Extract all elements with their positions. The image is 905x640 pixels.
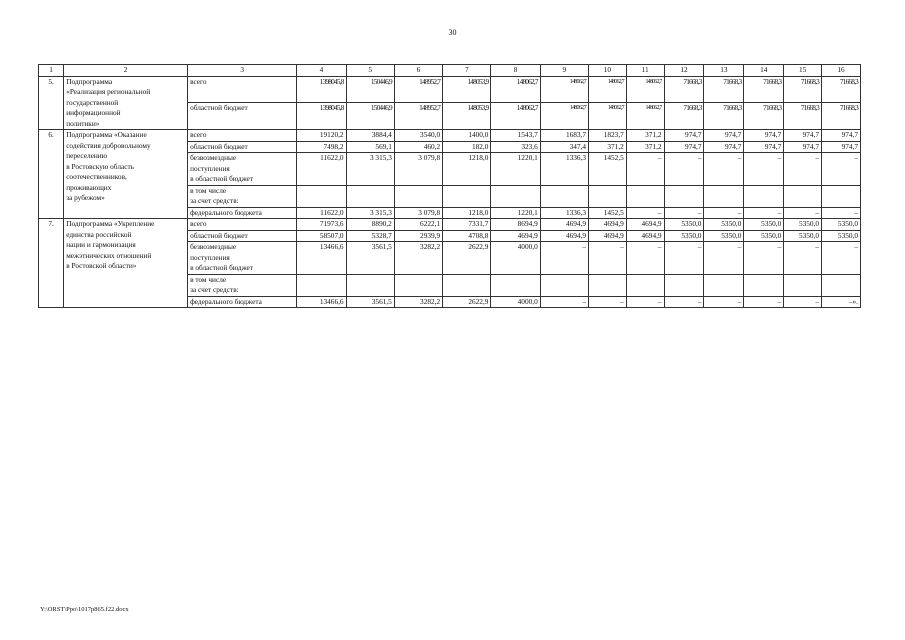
value-cell: 4000,0 <box>491 242 540 275</box>
file-path-footer: Y:\ORST\Ppo\1017p865.f22.docx <box>40 606 129 613</box>
value-cell <box>784 274 822 296</box>
value-cell <box>394 185 442 207</box>
header-cell: 2 <box>64 65 188 77</box>
value-cell: 974,7 <box>822 130 861 142</box>
value-cell: – <box>704 242 744 275</box>
value-cell: 3561,5 <box>346 296 394 308</box>
value-cell: 4708,8 <box>443 230 491 242</box>
value-cell: 5350,0 <box>704 219 744 231</box>
value-cell: 13466,6 <box>297 296 346 308</box>
value-cell <box>589 185 627 207</box>
value-cell <box>626 185 664 207</box>
value-cell: – <box>626 207 664 219</box>
value-cell: 4694,9 <box>491 230 540 242</box>
section-number: 6. <box>39 130 64 219</box>
value-cell: – <box>704 207 744 219</box>
funding-source-label <box>188 185 297 207</box>
page-number: 30 <box>448 28 457 37</box>
funding-source-label-line: поступления <box>190 163 230 173</box>
value-cell: 148062,7 <box>491 76 540 103</box>
value-cell: 1543,7 <box>491 130 540 142</box>
subprogram-name-line: нации и гармонизация <box>66 240 136 249</box>
value-cell <box>704 185 744 207</box>
value-cell: – <box>784 153 822 186</box>
value-cell: 2939,9 <box>394 230 442 242</box>
header-cell: 3 <box>188 65 297 77</box>
value-cell: – <box>540 242 588 275</box>
value-cell: 71668,3 <box>664 76 704 103</box>
subprogram-name-line: Подпрограмма «Укрепление <box>66 219 155 228</box>
value-cell: – <box>822 242 861 275</box>
value-cell: – <box>744 242 784 275</box>
value-cell: 5350,0 <box>664 230 704 242</box>
value-cell <box>822 274 861 296</box>
value-cell <box>744 274 784 296</box>
value-cell: 71668,3 <box>822 103 861 130</box>
value-cell: 1398045,8 <box>297 103 346 130</box>
value-cell: 5350,0 <box>822 219 861 231</box>
subprogram-name <box>64 76 188 130</box>
value-cell <box>443 274 491 296</box>
value-cell: 5350,0 <box>822 230 861 242</box>
value-cell: 182,0 <box>443 141 491 153</box>
value-cell: – <box>744 153 784 186</box>
funding-source-label: федерального бюджета <box>188 296 297 308</box>
value-cell: 4694,9 <box>626 230 664 242</box>
value-cell: 974,7 <box>822 141 861 153</box>
value-cell: 3 315,3 <box>346 153 394 186</box>
value-cell <box>784 185 822 207</box>
value-cell: 148062,7 <box>626 103 664 130</box>
value-cell: 148062,7 <box>589 76 627 103</box>
value-cell: 3 079,8 <box>394 153 442 186</box>
subprogram-name-line: проживающих <box>66 182 112 192</box>
value-cell: 11622,0 <box>297 207 346 219</box>
subprogram-name-line: межэтнических отношений <box>66 250 152 260</box>
value-cell: – <box>589 242 627 275</box>
subprogram-name <box>64 219 188 308</box>
value-cell: 3 315,3 <box>346 207 394 219</box>
value-cell: 974,7 <box>664 141 704 153</box>
value-cell: 569,1 <box>346 141 394 153</box>
value-cell: 974,7 <box>664 130 704 142</box>
value-cell <box>346 274 394 296</box>
value-cell: 974,7 <box>784 130 822 142</box>
value-cell: 5350,0 <box>784 219 822 231</box>
value-cell: 2622,9 <box>443 296 491 308</box>
value-cell: 19120,2 <box>297 130 346 142</box>
value-cell: 150446,9 <box>346 76 394 103</box>
funding-source-label-line: за счет средств: <box>190 196 239 205</box>
header-cell: 5 <box>346 65 394 77</box>
header-cell: 16 <box>822 65 861 77</box>
value-cell: 1336,3 <box>540 153 588 186</box>
value-cell: 71668,3 <box>744 103 784 130</box>
value-cell: 148053,9 <box>443 76 491 103</box>
value-cell <box>491 274 540 296</box>
value-cell: 1218,0 <box>443 153 491 186</box>
value-cell: 2622,9 <box>443 242 491 275</box>
table-row <box>39 76 861 103</box>
value-cell: 1336,3 <box>540 207 588 219</box>
section-number: 5. <box>39 76 64 130</box>
value-cell: – <box>704 153 744 186</box>
header-cell: 11 <box>626 65 664 77</box>
budget-table-body <box>39 65 861 308</box>
table-row <box>39 130 861 142</box>
funding-source-label: федерального бюджета <box>188 207 297 219</box>
value-cell <box>394 274 442 296</box>
value-cell: – <box>626 242 664 275</box>
funding-source-label: всего <box>188 76 297 103</box>
value-cell <box>443 185 491 207</box>
subprogram-name-line: в Ростовской области» <box>66 261 137 270</box>
value-cell: – <box>704 296 744 308</box>
value-cell: 4000,0 <box>491 296 540 308</box>
value-cell: – <box>664 242 704 275</box>
value-cell: 71668,3 <box>784 76 822 103</box>
value-cell: 974,7 <box>704 130 744 142</box>
value-cell: 5350,0 <box>704 230 744 242</box>
value-cell: 4694,9 <box>540 219 588 231</box>
funding-source-label: областной бюджет <box>188 141 297 153</box>
value-cell: – <box>744 296 784 308</box>
value-cell: 8694,9 <box>491 219 540 231</box>
header-cell: 7 <box>443 65 491 77</box>
header-cell: 13 <box>704 65 744 77</box>
value-cell: – <box>784 242 822 275</box>
value-cell: 150446,9 <box>346 103 394 130</box>
value-cell <box>297 274 346 296</box>
value-cell: 148952,7 <box>394 103 442 130</box>
funding-source-label: всего <box>188 130 297 142</box>
funding-source-label-line: безвозмездные <box>190 242 237 251</box>
funding-source-label: всего <box>188 219 297 231</box>
value-cell <box>540 185 588 207</box>
value-cell: 323,6 <box>491 141 540 153</box>
value-cell: 3884,4 <box>346 130 394 142</box>
value-cell: – <box>744 207 784 219</box>
value-cell: 71668,3 <box>784 103 822 130</box>
funding-source-label: областной бюджет <box>188 230 297 242</box>
value-cell: 1683,7 <box>540 130 588 142</box>
value-cell: – <box>784 207 822 219</box>
value-cell: –». <box>822 296 861 308</box>
value-cell: 5350,0 <box>744 230 784 242</box>
value-cell <box>664 274 704 296</box>
value-cell: 1452,5 <box>589 153 627 186</box>
value-cell: 5350,0 <box>664 219 704 231</box>
funding-source-label-line: безвозмездные <box>190 153 237 162</box>
subprogram-name-line: политики» <box>66 118 100 128</box>
value-cell: – <box>626 296 664 308</box>
funding-source-label <box>188 153 297 186</box>
section-number: 7. <box>39 219 64 308</box>
value-cell <box>704 274 744 296</box>
header-cell: 8 <box>491 65 540 77</box>
header-cell: 1 <box>39 65 64 77</box>
value-cell <box>589 274 627 296</box>
value-cell: – <box>626 153 664 186</box>
value-cell: 58507,0 <box>297 230 346 242</box>
value-cell: 4694,9 <box>589 219 627 231</box>
funding-source-label-line: в областной бюджет <box>190 263 253 272</box>
value-cell: 148952,7 <box>394 76 442 103</box>
value-cell: 1218,0 <box>443 207 491 219</box>
value-cell: 1220,1 <box>491 207 540 219</box>
value-cell <box>297 185 346 207</box>
value-cell: – <box>822 207 861 219</box>
value-cell: 5350,0 <box>744 219 784 231</box>
header-cell: 15 <box>784 65 822 77</box>
value-cell: 6222,1 <box>394 219 442 231</box>
value-cell: 148062,7 <box>540 76 588 103</box>
value-cell: – <box>540 296 588 308</box>
value-cell: 4694,9 <box>626 219 664 231</box>
value-cell: 148062,7 <box>626 76 664 103</box>
funding-source-label-line: в областной бюджет <box>190 174 253 183</box>
value-cell: – <box>664 153 704 186</box>
subprogram-name-line: содействия добровольному <box>66 140 151 150</box>
subprogram-name-line: в Ростовскую область <box>66 161 134 171</box>
value-cell: – <box>589 296 627 308</box>
value-cell: 71668,3 <box>704 103 744 130</box>
value-cell: 4694,9 <box>589 230 627 242</box>
value-cell: 7331,7 <box>443 219 491 231</box>
value-cell: 1220,1 <box>491 153 540 186</box>
value-cell <box>626 274 664 296</box>
value-cell: 148062,7 <box>540 103 588 130</box>
value-cell <box>491 185 540 207</box>
value-cell: 5350,0 <box>784 230 822 242</box>
subprogram-name-line: Подпрограмма <box>66 76 113 86</box>
table-header-row <box>39 65 861 77</box>
subprogram-name <box>64 130 188 219</box>
value-cell <box>664 185 704 207</box>
subprogram-name-line: государственной <box>66 97 119 107</box>
value-cell: 71668,3 <box>744 76 784 103</box>
table-row <box>39 219 861 231</box>
value-cell: 371,2 <box>589 141 627 153</box>
value-cell <box>346 185 394 207</box>
value-cell: 1823,7 <box>589 130 627 142</box>
value-cell: 974,7 <box>784 141 822 153</box>
value-cell <box>744 185 784 207</box>
value-cell: 3540,0 <box>394 130 442 142</box>
value-cell: – <box>664 207 704 219</box>
subprogram-name-line: «Реализация региональной <box>66 87 151 96</box>
funding-source-label <box>188 242 297 275</box>
funding-source-label-line: в том числе <box>190 185 227 195</box>
value-cell: 3282,2 <box>394 296 442 308</box>
value-cell: 13466,6 <box>297 242 346 275</box>
header-cell: 14 <box>744 65 784 77</box>
value-cell: 71973,6 <box>297 219 346 231</box>
subprogram-name-line: Подпрограмма «Оказание <box>66 130 147 139</box>
value-cell: 7498,2 <box>297 141 346 153</box>
value-cell: 4694,9 <box>540 230 588 242</box>
value-cell: 8890,2 <box>346 219 394 231</box>
funding-source-label-line: поступления <box>190 252 230 262</box>
funding-source-label <box>188 274 297 296</box>
value-cell: – <box>664 296 704 308</box>
value-cell <box>540 274 588 296</box>
value-cell: 71668,3 <box>822 76 861 103</box>
value-cell: – <box>784 296 822 308</box>
value-cell: 3561,5 <box>346 242 394 275</box>
funding-source-label: областной бюджет <box>188 103 297 130</box>
value-cell: 371,2 <box>626 130 664 142</box>
subprogram-name-line: информационной <box>66 108 121 117</box>
subprogram-name-line: за рубежом» <box>66 193 105 202</box>
header-cell: 6 <box>394 65 442 77</box>
value-cell <box>822 185 861 207</box>
value-cell: 974,7 <box>744 130 784 142</box>
value-cell: 460,2 <box>394 141 442 153</box>
value-cell: 1400,0 <box>443 130 491 142</box>
subprogram-name-line: переселению <box>66 151 108 160</box>
header-cell: 12 <box>664 65 704 77</box>
header-cell: 9 <box>540 65 588 77</box>
value-cell: 1452,5 <box>589 207 627 219</box>
value-cell: 148053,9 <box>443 103 491 130</box>
value-cell: 148062,7 <box>491 103 540 130</box>
value-cell: 3 079,8 <box>394 207 442 219</box>
value-cell: 71668,3 <box>704 76 744 103</box>
value-cell: 5328,7 <box>346 230 394 242</box>
value-cell: 3282,2 <box>394 242 442 275</box>
value-cell: 71668,3 <box>664 103 704 130</box>
subprogram-name-line: единства российской <box>66 229 132 239</box>
budget-table <box>38 64 861 308</box>
value-cell: 11622,0 <box>297 153 346 186</box>
header-cell: 10 <box>589 65 627 77</box>
value-cell: 1398045,8 <box>297 76 346 103</box>
value-cell: 371,2 <box>626 141 664 153</box>
header-cell: 4 <box>297 65 346 77</box>
subprogram-name-line: соотечественников, <box>66 172 127 181</box>
value-cell: – <box>822 153 861 186</box>
value-cell: 974,7 <box>744 141 784 153</box>
funding-source-label-line: за счет средств: <box>190 285 239 294</box>
funding-source-label-line: в том числе <box>190 274 227 284</box>
value-cell: 974,7 <box>704 141 744 153</box>
value-cell: 347,4 <box>540 141 588 153</box>
value-cell: 148062,7 <box>589 103 627 130</box>
